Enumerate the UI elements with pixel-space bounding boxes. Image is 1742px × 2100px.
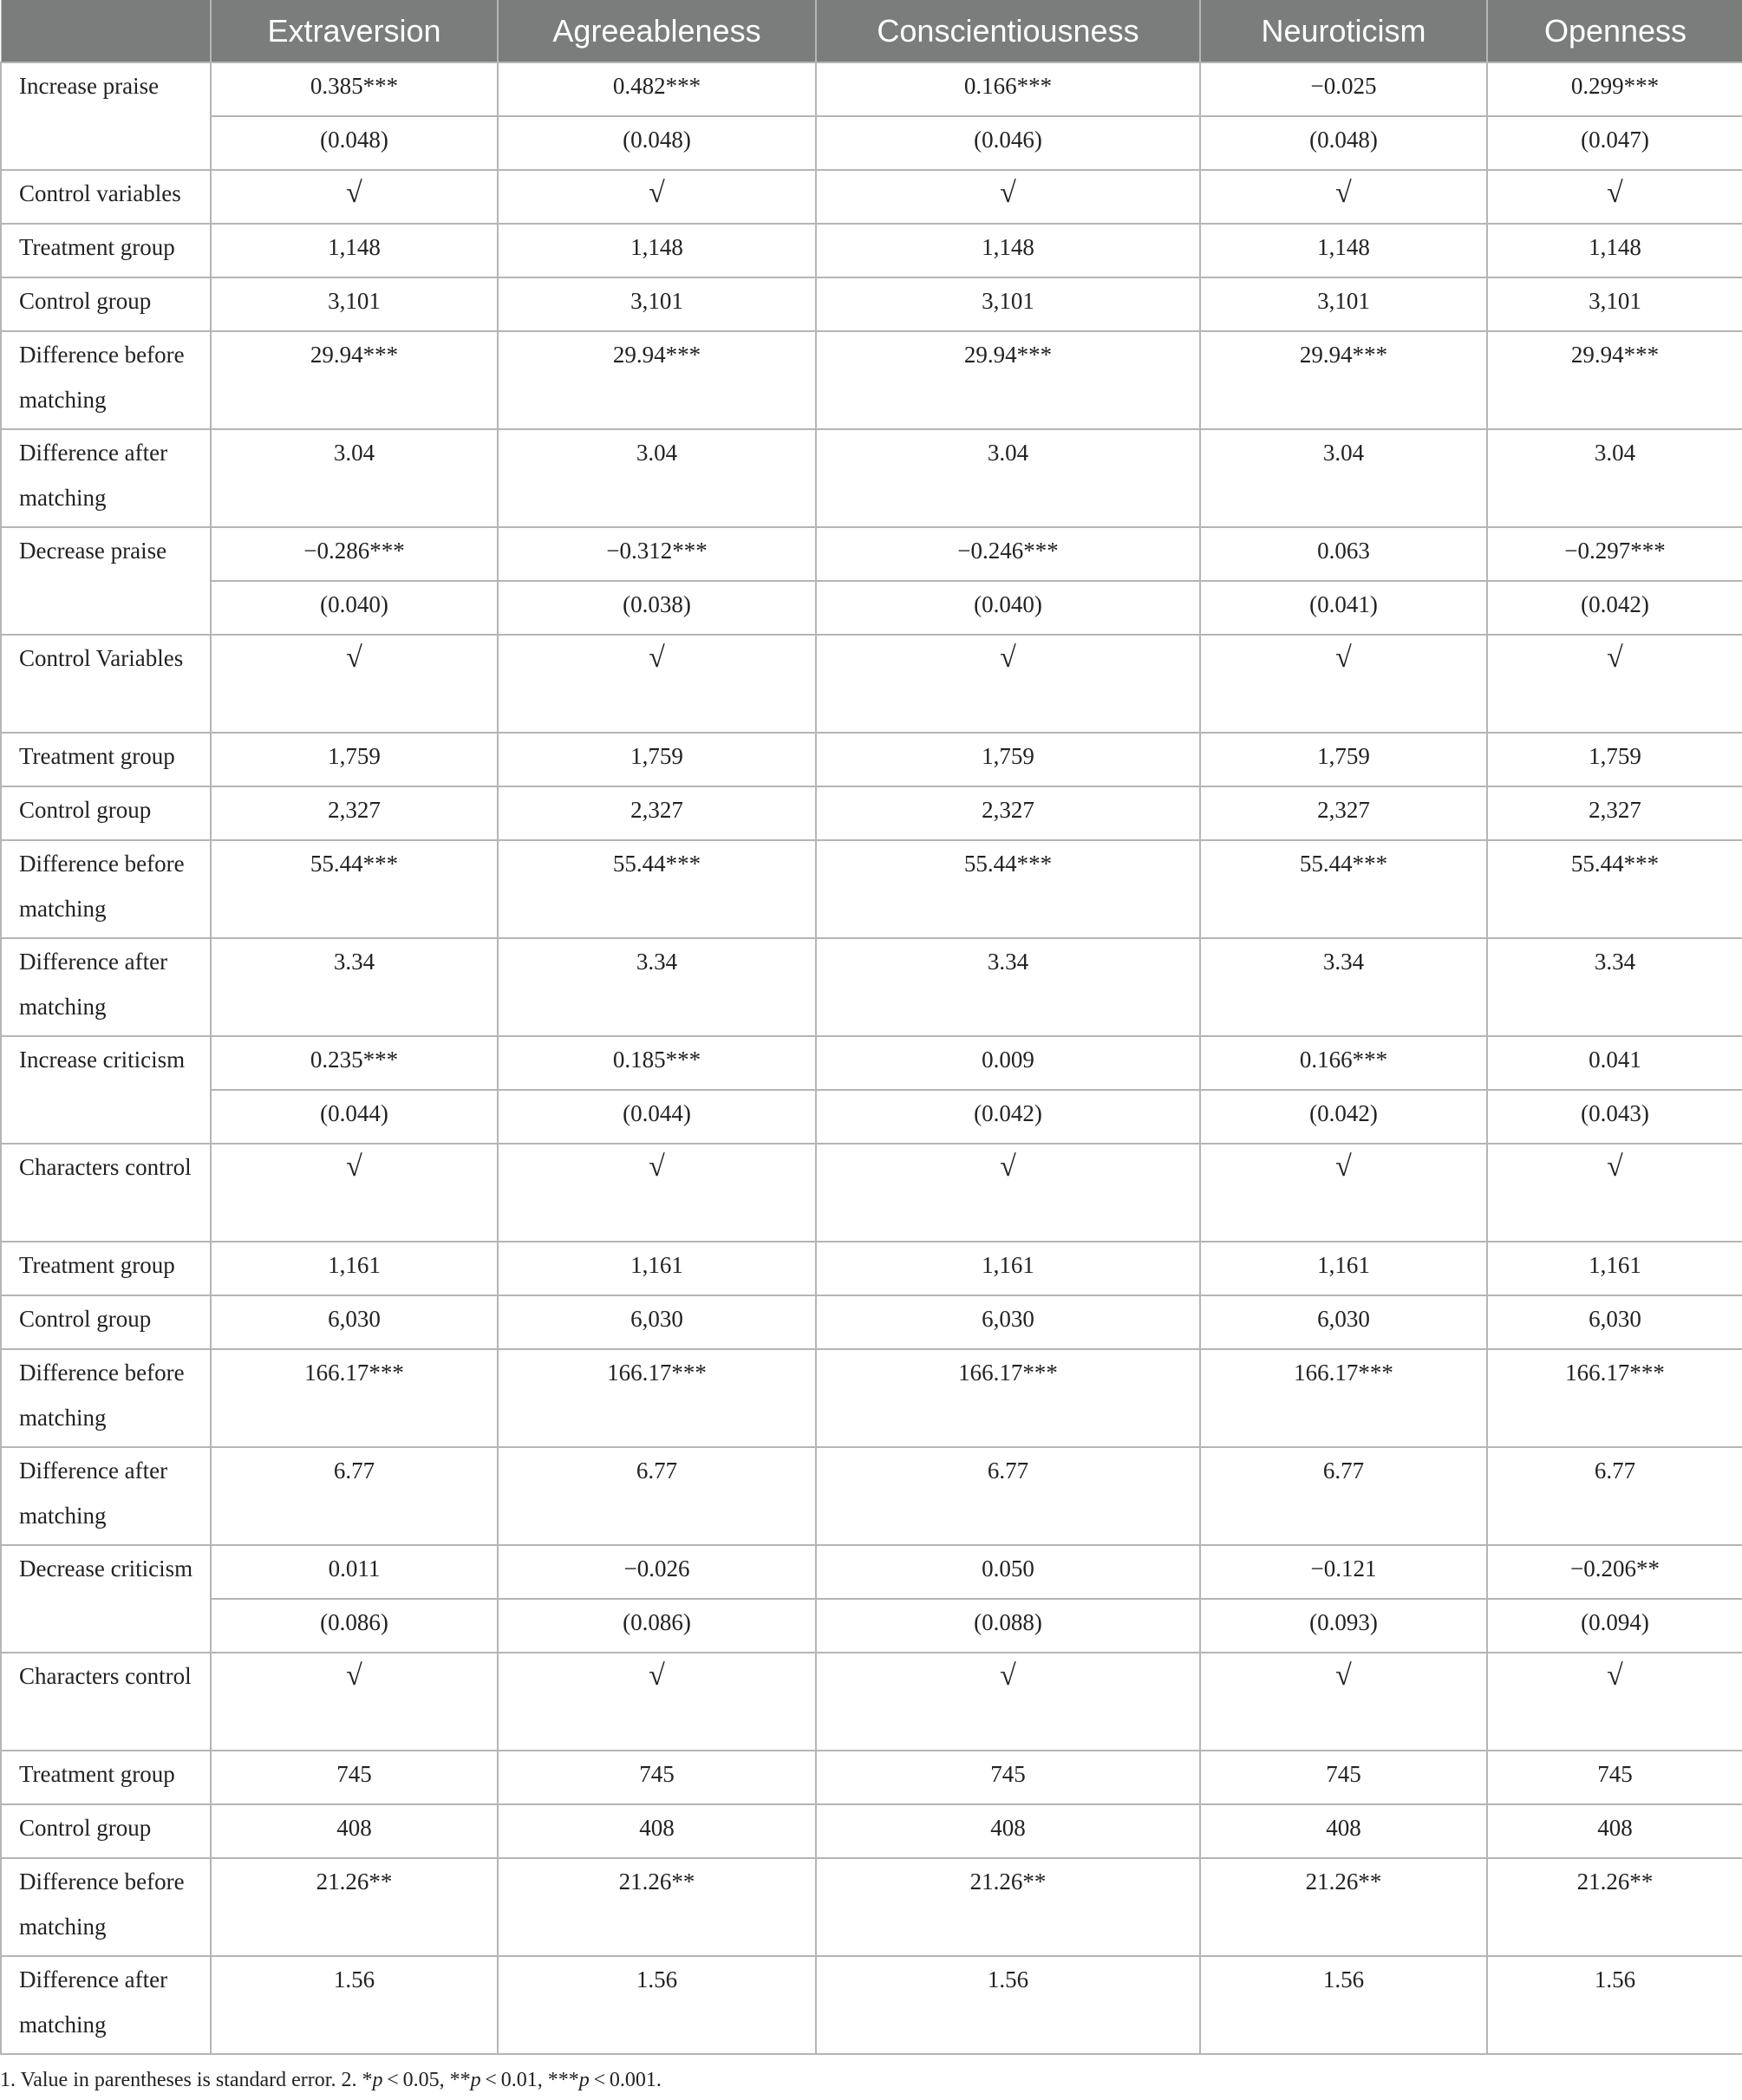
- control-count-cell: 408: [816, 1804, 1200, 1858]
- coefficient-cell: −0.025: [1200, 62, 1487, 116]
- table-row-coefficient: [1, 1545, 1742, 1599]
- table-row-standard-error: [1, 116, 1742, 170]
- standard-error-cell: (0.043): [1487, 1090, 1742, 1144]
- control-count-cell: 6,030: [1200, 1295, 1487, 1349]
- difference-before-cell: 21.26**: [211, 1858, 498, 1956]
- check-mark-cell: √: [1487, 170, 1742, 224]
- row-label-control-group: Control group: [1, 1295, 211, 1349]
- table-row-coefficient: [1, 527, 1742, 581]
- difference-before-cell: 29.94***: [211, 331, 498, 429]
- standard-error-cell: (0.048): [498, 116, 816, 170]
- difference-after-cell: 3.04: [816, 429, 1200, 527]
- check-mark-cell: √: [498, 170, 816, 224]
- table-row-difference-after: [1, 429, 1742, 527]
- row-label-difference-after: Difference after matching: [1, 938, 211, 1036]
- difference-after-cell: 1.56: [1487, 1956, 1742, 2054]
- control-count-cell: 3,101: [1200, 277, 1487, 331]
- table-row-controls: [1, 635, 1742, 733]
- check-mark-cell: √: [1487, 1653, 1742, 1751]
- difference-before-cell: 29.94***: [1200, 331, 1487, 429]
- table-row-standard-error: [1, 1090, 1742, 1144]
- standard-error-cell: (0.040): [816, 581, 1200, 635]
- difference-before-cell: 166.17***: [816, 1349, 1200, 1447]
- check-mark-cell: √: [211, 1144, 498, 1242]
- standard-error-cell: (0.094): [1487, 1599, 1742, 1653]
- coefficient-cell: 0.482***: [498, 62, 816, 116]
- table-row-standard-error: [1, 581, 1742, 635]
- control-count-cell: 408: [1487, 1804, 1742, 1858]
- difference-after-cell: 6.77: [1200, 1447, 1487, 1545]
- control-count-cell: 2,327: [211, 786, 498, 840]
- row-label-controls: Characters control: [1, 1653, 211, 1751]
- control-count-cell: 2,327: [498, 786, 816, 840]
- standard-error-cell: (0.042): [1487, 581, 1742, 635]
- difference-before-cell: 166.17***: [498, 1349, 816, 1447]
- coefficient-cell: −0.026: [498, 1545, 816, 1599]
- difference-after-cell: 1.56: [816, 1956, 1200, 2054]
- control-count-cell: 408: [211, 1804, 498, 1858]
- standard-error-cell: (0.042): [816, 1090, 1200, 1144]
- row-label-difference-before: Difference before matching: [1, 840, 211, 938]
- standard-error-cell: (0.040): [211, 581, 498, 635]
- table-row-difference-after: [1, 938, 1742, 1036]
- difference-before-cell: 29.94***: [816, 331, 1200, 429]
- check-mark-cell: √: [1487, 635, 1742, 733]
- difference-before-cell: 55.44***: [211, 840, 498, 938]
- standard-error-cell: (0.086): [211, 1599, 498, 1653]
- treatment-count-cell: 745: [211, 1751, 498, 1804]
- row-label-controls: Characters control: [1, 1144, 211, 1242]
- table-row-control-group: [1, 1804, 1742, 1858]
- treatment-count-cell: 1,759: [211, 733, 498, 786]
- row-label-treatment-group: Treatment group: [1, 1242, 211, 1295]
- difference-after-cell: 3.34: [211, 938, 498, 1036]
- difference-after-cell: 6.77: [816, 1447, 1200, 1545]
- table-row-control-group: [1, 786, 1742, 840]
- footnote-text-1: 1. Value in parentheses is standard error. 2. *: [0, 2069, 373, 2091]
- treatment-count-cell: 1,161: [816, 1242, 1200, 1295]
- difference-after-cell: 1.56: [498, 1956, 816, 2054]
- row-label-controls: Control variables: [1, 170, 211, 224]
- table-row-coefficient: [1, 1036, 1742, 1090]
- difference-after-cell: 3.04: [1487, 429, 1742, 527]
- footnote-text-3: < 0.01, ***: [480, 2069, 579, 2091]
- standard-error-cell: (0.042): [1200, 1090, 1487, 1144]
- difference-before-cell: 21.26**: [1200, 1858, 1487, 1956]
- coefficient-cell: 0.185***: [498, 1036, 816, 1090]
- row-label-control-group: Control group: [1, 277, 211, 331]
- check-mark-cell: √: [211, 635, 498, 733]
- header-cell-neuroticism: Neuroticism: [1200, 0, 1487, 62]
- row-label-difference-before: Difference before matching: [1, 1349, 211, 1447]
- coefficient-cell: 0.011: [211, 1545, 498, 1599]
- coefficient-cell: 0.041: [1487, 1036, 1742, 1090]
- row-label-treatment-group: Treatment group: [1, 224, 211, 277]
- coefficient-cell: 0.166***: [816, 62, 1200, 116]
- difference-after-cell: 6.77: [498, 1447, 816, 1545]
- check-mark-cell: √: [498, 635, 816, 733]
- row-label-controls: Control Variables: [1, 635, 211, 733]
- control-count-cell: 3,101: [1487, 277, 1742, 331]
- coefficient-cell: 0.166***: [1200, 1036, 1487, 1090]
- difference-after-cell: 1.56: [1200, 1956, 1487, 2054]
- table-footnote: [0, 2069, 1742, 2092]
- difference-after-cell: 3.34: [498, 938, 816, 1036]
- difference-after-cell: 3.34: [1200, 938, 1487, 1036]
- standard-error-cell: (0.038): [498, 581, 816, 635]
- control-count-cell: 408: [498, 1804, 816, 1858]
- footnote-text-2: < 0.05, **: [382, 2069, 471, 2091]
- check-mark-cell: √: [211, 170, 498, 224]
- row-label-section: Decrease praise: [1, 527, 211, 635]
- table-row-difference-after: [1, 1447, 1742, 1545]
- row-label-difference-after: Difference after matching: [1, 1447, 211, 1545]
- coefficient-cell: −0.286***: [211, 527, 498, 581]
- check-mark-cell: √: [816, 635, 1200, 733]
- check-mark-cell: √: [1200, 1144, 1487, 1242]
- control-count-cell: 6,030: [498, 1295, 816, 1349]
- header-row: [1, 0, 1742, 62]
- check-mark-cell: √: [1200, 635, 1487, 733]
- footnote-text-4: < 0.001.: [589, 2069, 662, 2091]
- coefficient-cell: 0.235***: [211, 1036, 498, 1090]
- check-mark-cell: √: [498, 1144, 816, 1242]
- difference-before-cell: 166.17***: [1487, 1349, 1742, 1447]
- table-row-difference-before: [1, 1858, 1742, 1956]
- table-row-difference-before: [1, 840, 1742, 938]
- check-mark-cell: √: [1200, 170, 1487, 224]
- treatment-count-cell: 1,161: [1487, 1242, 1742, 1295]
- standard-error-cell: (0.048): [1200, 116, 1487, 170]
- table-row-standard-error: [1, 1599, 1742, 1653]
- difference-after-cell: 3.34: [816, 938, 1200, 1036]
- treatment-count-cell: 1,148: [1487, 224, 1742, 277]
- control-count-cell: 3,101: [211, 277, 498, 331]
- header-cell-agreeableness: Agreeableness: [498, 0, 816, 62]
- control-count-cell: 2,327: [1200, 786, 1487, 840]
- treatment-count-cell: 1,161: [1200, 1242, 1487, 1295]
- table-row-control-group: [1, 1295, 1742, 1349]
- table-row-treatment-group: [1, 733, 1742, 786]
- treatment-count-cell: 1,148: [1200, 224, 1487, 277]
- header-cell-extraversion: Extraversion: [211, 0, 498, 62]
- difference-before-cell: 55.44***: [1200, 840, 1487, 938]
- row-label-treatment-group: Treatment group: [1, 733, 211, 786]
- standard-error-cell: (0.093): [1200, 1599, 1487, 1653]
- footnote-p-symbol: p: [470, 2069, 481, 2091]
- treatment-count-cell: 1,148: [816, 224, 1200, 277]
- treatment-count-cell: 745: [1487, 1751, 1742, 1804]
- difference-after-cell: 6.77: [211, 1447, 498, 1545]
- control-count-cell: 408: [1200, 1804, 1487, 1858]
- header-cell-openness: Openness: [1487, 0, 1742, 62]
- control-count-cell: 2,327: [1487, 786, 1742, 840]
- check-mark-cell: √: [816, 1144, 1200, 1242]
- treatment-count-cell: 745: [1200, 1751, 1487, 1804]
- table-row-treatment-group: [1, 1242, 1742, 1295]
- table-row-controls: [1, 170, 1742, 224]
- control-count-cell: 3,101: [498, 277, 816, 331]
- coefficient-cell: −0.312***: [498, 527, 816, 581]
- treatment-count-cell: 1,161: [498, 1242, 816, 1295]
- treatment-count-cell: 1,759: [816, 733, 1200, 786]
- standard-error-cell: (0.044): [498, 1090, 816, 1144]
- standard-error-cell: (0.086): [498, 1599, 816, 1653]
- row-label-section: Decrease criticism: [1, 1545, 211, 1653]
- treatment-count-cell: 1,148: [211, 224, 498, 277]
- table-row-control-group: [1, 277, 1742, 331]
- difference-before-cell: 29.94***: [498, 331, 816, 429]
- treatment-count-cell: 1,161: [211, 1242, 498, 1295]
- coefficient-cell: 0.385***: [211, 62, 498, 116]
- control-count-cell: 6,030: [1487, 1295, 1742, 1349]
- difference-after-cell: 1.56: [211, 1956, 498, 2054]
- difference-before-cell: 55.44***: [816, 840, 1200, 938]
- difference-before-cell: 21.26**: [1487, 1858, 1742, 1956]
- coefficient-cell: −0.246***: [816, 527, 1200, 581]
- control-count-cell: 6,030: [211, 1295, 498, 1349]
- difference-before-cell: 166.17***: [211, 1349, 498, 1447]
- check-mark-cell: √: [498, 1653, 816, 1751]
- standard-error-cell: (0.047): [1487, 116, 1742, 170]
- difference-before-cell: 55.44***: [498, 840, 816, 938]
- difference-after-cell: 3.04: [211, 429, 498, 527]
- treatment-count-cell: 745: [498, 1751, 816, 1804]
- check-mark-cell: √: [211, 1653, 498, 1751]
- table-row-difference-after: [1, 1956, 1742, 2054]
- row-label-section: Increase criticism: [1, 1036, 211, 1144]
- check-mark-cell: √: [1487, 1144, 1742, 1242]
- control-count-cell: 6,030: [816, 1295, 1200, 1349]
- check-mark-cell: √: [816, 1653, 1200, 1751]
- control-count-cell: 3,101: [816, 277, 1200, 331]
- header-cell-blank: [1, 0, 211, 62]
- treatment-count-cell: 1,759: [1487, 733, 1742, 786]
- coefficient-cell: −0.297***: [1487, 527, 1742, 581]
- coefficient-cell: 0.009: [816, 1036, 1200, 1090]
- table-row-controls: [1, 1144, 1742, 1242]
- table-row-difference-before: [1, 1349, 1742, 1447]
- treatment-count-cell: 1,759: [498, 733, 816, 786]
- row-label-control-group: Control group: [1, 786, 211, 840]
- row-label-difference-before: Difference before matching: [1, 331, 211, 429]
- standard-error-cell: (0.041): [1200, 581, 1487, 635]
- coefficient-cell: 0.299***: [1487, 62, 1742, 116]
- standard-error-cell: (0.044): [211, 1090, 498, 1144]
- treatment-count-cell: 745: [816, 1751, 1200, 1804]
- row-label-difference-after: Difference after matching: [1, 429, 211, 527]
- coefficient-cell: −0.206**: [1487, 1545, 1742, 1599]
- difference-before-cell: 29.94***: [1487, 331, 1742, 429]
- standard-error-cell: (0.048): [211, 116, 498, 170]
- footnote-p-symbol: p: [578, 2069, 590, 2091]
- difference-after-cell: 6.77: [1487, 1447, 1742, 1545]
- table-body: [1, 62, 1742, 2054]
- difference-after-cell: 3.34: [1487, 938, 1742, 1036]
- difference-after-cell: 3.04: [498, 429, 816, 527]
- control-count-cell: 2,327: [816, 786, 1200, 840]
- difference-after-cell: 3.04: [1200, 429, 1487, 527]
- standard-error-cell: (0.088): [816, 1599, 1200, 1653]
- standard-error-cell: (0.046): [816, 116, 1200, 170]
- table-row-treatment-group: [1, 1751, 1742, 1804]
- row-label-difference-before: Difference before matching: [1, 1858, 211, 1956]
- row-label-control-group: Control group: [1, 1804, 211, 1858]
- treatment-count-cell: 1,759: [1200, 733, 1487, 786]
- difference-before-cell: 166.17***: [1200, 1349, 1487, 1447]
- coefficient-cell: −0.121: [1200, 1545, 1487, 1599]
- difference-before-cell: 21.26**: [816, 1858, 1200, 1956]
- row-label-difference-after: Difference after matching: [1, 1956, 211, 2054]
- table-row-difference-before: [1, 331, 1742, 429]
- check-mark-cell: √: [1200, 1653, 1487, 1751]
- difference-before-cell: 55.44***: [1487, 840, 1742, 938]
- table-row-coefficient: [1, 62, 1742, 116]
- table-row-treatment-group: [1, 224, 1742, 277]
- treatment-count-cell: 1,148: [498, 224, 816, 277]
- row-label-section: Increase praise: [1, 62, 211, 170]
- footnote-p-symbol: p: [372, 2069, 383, 2091]
- header-cell-conscientiousness: Conscientiousness: [816, 0, 1200, 62]
- check-mark-cell: √: [816, 170, 1200, 224]
- coefficient-cell: 0.063: [1200, 527, 1487, 581]
- difference-before-cell: 21.26**: [498, 1858, 816, 1956]
- table-row-controls: [1, 1653, 1742, 1751]
- row-label-treatment-group: Treatment group: [1, 1751, 211, 1804]
- table-header: [1, 0, 1742, 62]
- coefficient-cell: 0.050: [816, 1545, 1200, 1599]
